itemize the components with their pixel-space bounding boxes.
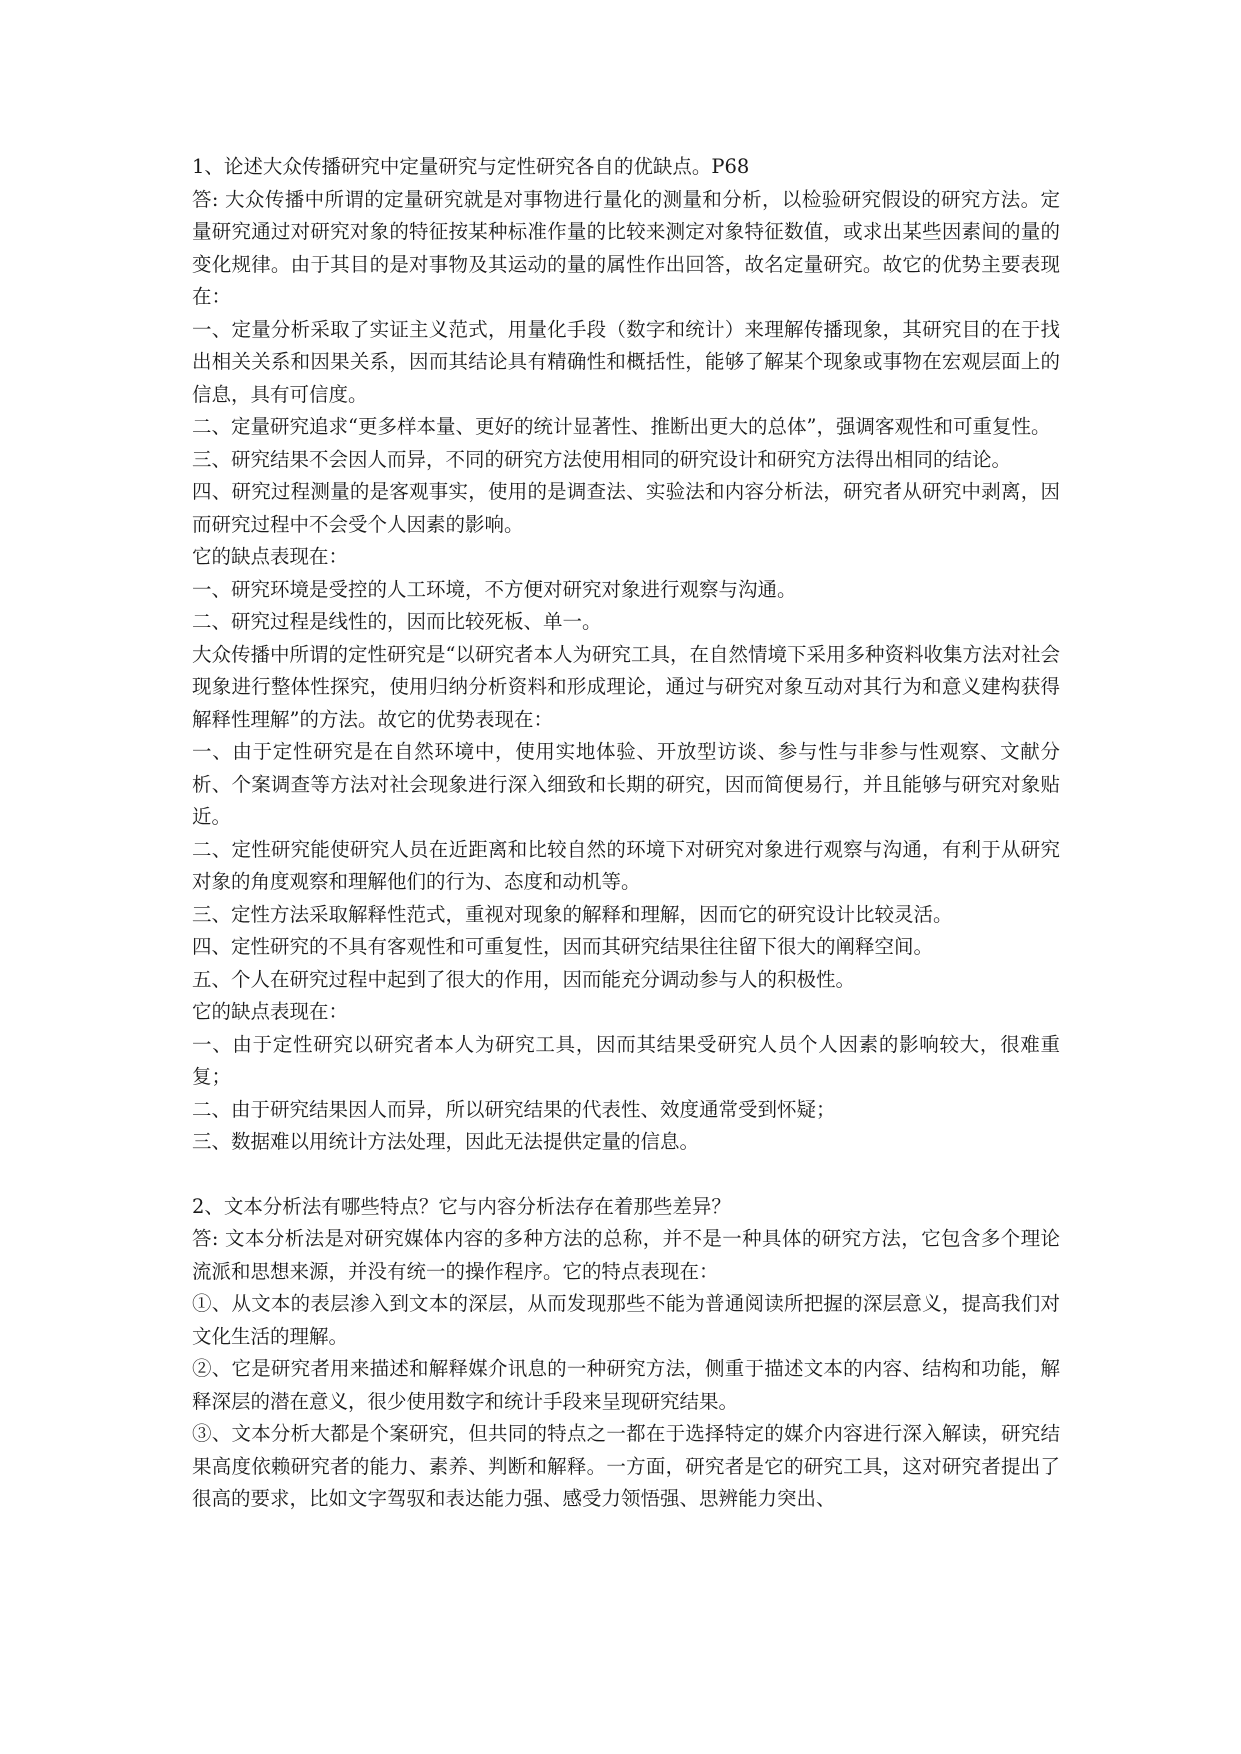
answer-paragraph: 答: 文本分析法是对研究媒体内容的多种方法的总称，并不是一种具体的研究方法，它包含多个理论流派和思想来源，并没有统一的操作程序。它的特点表现在： <box>192 1227 1060 1283</box>
answer-paragraph: 一、定量分析采取了实证主义范式，用量化手段（数字和统计）来理解传播现象，其研究目的在于找出相关关系和因果关系，因而其结论具有精确性和概括性，能够了解某个现象或事物在宏观层面上的信息，具有可信度。 <box>192 317 1060 406</box>
answer-paragraph: 一、由于定性研究以研究者本人为研究工具，因而其结果受研究人员个人因素的影响较大，很难重复； <box>192 1032 1060 1088</box>
question-heading: 1、论述大众传播研究中定量研究与定性研究各自的优缺点。P68 <box>192 155 750 178</box>
answer-paragraph: 大众传播中所谓的定性研究是“以研究者本人为研究工具，在自然情境下采用多种资料收集方法对社会现象进行整体性探究，使用归纳分析资料和形成理论，通过与研究对象互动对其行为和意义建构获得解释性理解”的方法。故它的优势表现在： <box>192 642 1060 731</box>
answer-paragraph: 四、定性研究的不具有客观性和可重复性，因而其研究结果往往留下很大的阐释空间。 <box>192 935 934 958</box>
answer-paragraph: 二、定量研究追求“更多样本量、更好的统计显著性、推断出更大的总体”，强调客观性和可重复性。 <box>192 415 1051 438</box>
answer-paragraph: ③、文本分析大都是个案研究，但共同的特点之一都在于选择特定的媒介内容进行深入解读，研究结果高度依赖研究者的能力、素养、判断和解释。一方面，研究者是它的研究工具，这对研究者提出了很高的要求，比如文字驾驭和表达能力强、感受力领悟强、思辨能力突出、 <box>192 1422 1060 1510</box>
answer-paragraph: 三、研究结果不会因人而异，不同的研究方法使用相同的研究设计和研究方法得出相同的结论。 <box>192 447 1012 471</box>
answer-paragraph: 它的缺点表现在： <box>192 545 349 568</box>
answer-paragraph: 二、定性研究能使研究人员在近距离和比较自然的环境下对研究对象进行观察与沟通，有利于从研究对象的角度观察和理解他们的行为、态度和动机等。 <box>192 837 1060 893</box>
answer-paragraph: 一、由于定性研究是在自然环境中，使用实地体验、开放型访谈、参与性与非参与性观察、文献分析、个案调查等方法对社会现象进行深入细致和长期的研究，因而简便易行，并且能够与研究对象贴近。 <box>192 740 1060 828</box>
answer-paragraph: 答: 大众传播中所谓的定量研究就是对事物进行量化的测量和分析，以检验研究假设的研究方法。定量研究通过对研究对象的特征按某种标准作量的比较来测定对象特征数值，或求出某些因素间的量的变化规律。由于其目的是对事物及其运动的量的属性作出回答，故名定量研究。故它的优势主要表现在： <box>192 187 1060 308</box>
question-heading: 2、文本分析法有哪些特点？它与内容分析法存在着那些差异？ <box>192 1194 731 1218</box>
answer-paragraph: ②、它是研究者用来描述和解释媒介讯息的一种研究方法，侧重于描述文本的内容、结构和功能，解释深层的潜在意义，很少使用数字和统计手段来呈现研究结果。 <box>192 1357 1060 1413</box>
answer-paragraph: 四、研究过程测量的是客观事实，使用的是调查法、实验法和内容分析法，研究者从研究中剥离，因而研究过程中不会受个人因素的影响。 <box>192 480 1060 536</box>
answer-paragraph: 它的缺点表现在： <box>192 1000 349 1023</box>
answer-paragraph: 一、研究环境是受控的人工环境，不方便对研究对象进行观察与沟通。 <box>192 577 797 601</box>
answer-paragraph: 三、数据难以用统计方法处理，因此无法提供定量的信息。 <box>192 1130 700 1153</box>
section-1 <box>192 151 1060 1159</box>
answer-paragraph: 二、研究过程是线性的，因而比较死板、单一。 <box>192 610 602 633</box>
section-gap <box>192 1159 1060 1191</box>
answer-paragraph: 二、由于研究结果因人而异，所以研究结果的代表性、效度通常受到怀疑； <box>192 1097 836 1121</box>
answer-paragraph: ①、从文本的表层渗入到文本的深层，从而发现那些不能为普通阅读所把握的深层意义，提高我们对文化生活的理解。 <box>192 1292 1060 1348</box>
answer-paragraph: 五、个人在研究过程中起到了很大的作用，因而能充分调动参与人的积极性。 <box>192 967 856 991</box>
answer-paragraph: 三、定性方法采取解释性范式，重视对现象的解释和理解，因而它的研究设计比较灵活。 <box>192 902 953 926</box>
section-2 <box>192 1191 1060 1516</box>
document-page <box>192 151 1060 1516</box>
